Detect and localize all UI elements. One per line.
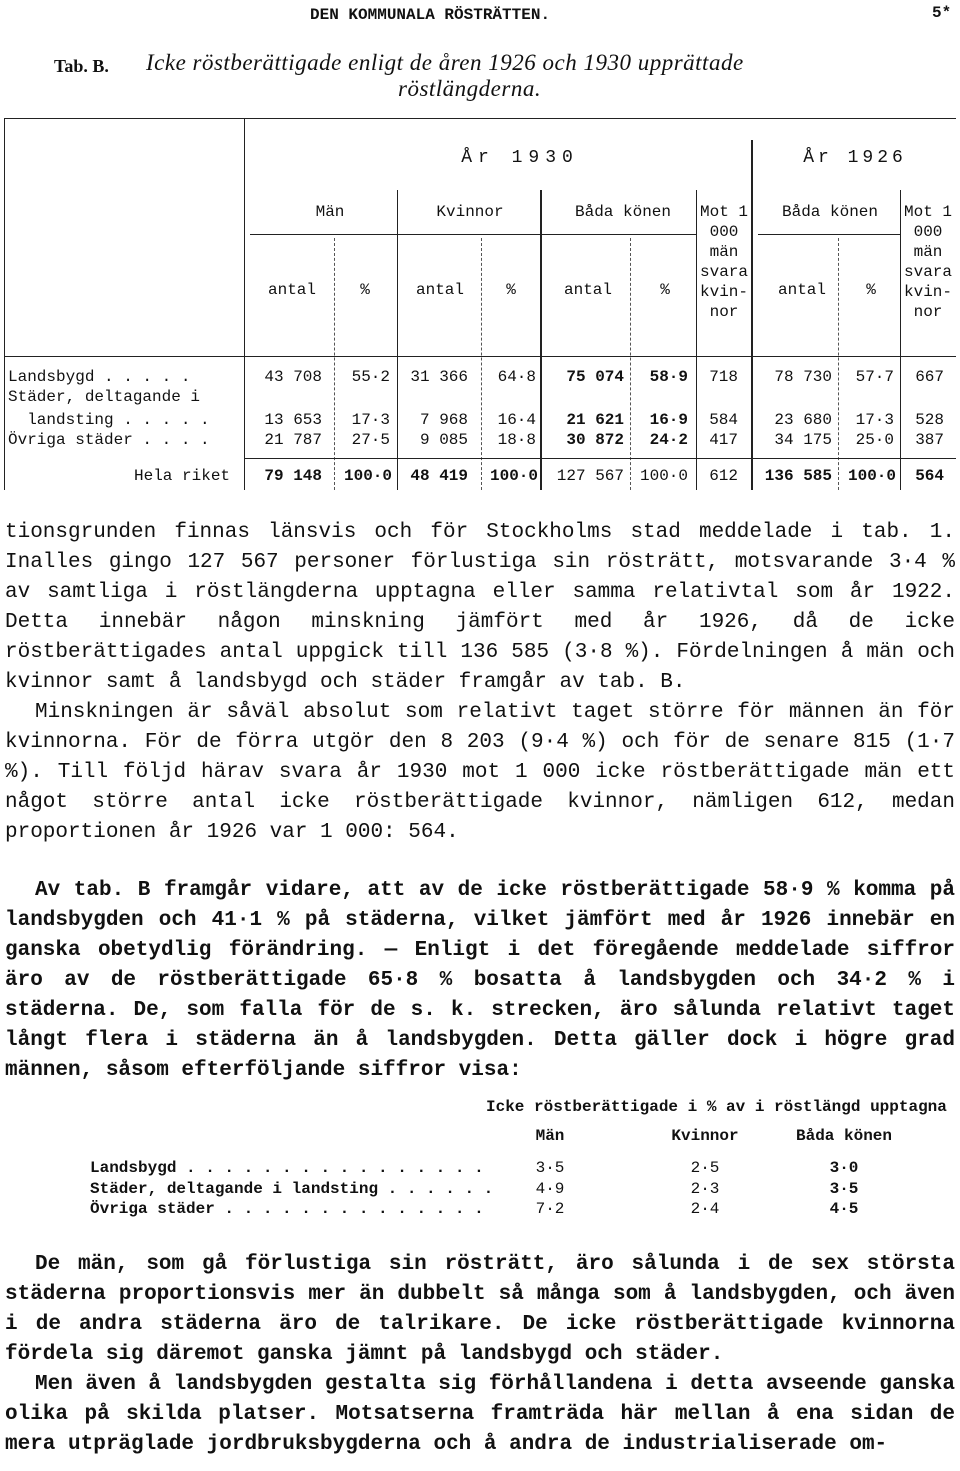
sep-antal-pct-man [334, 238, 335, 490]
small-table-value: 3·5 [535, 1159, 565, 1177]
table-cell: 18·8 [497, 431, 536, 449]
sub-antal-bada: antal [563, 281, 612, 299]
table-cell: 55·2 [351, 368, 390, 386]
small-table-value: 2·4 [690, 1200, 720, 1218]
table-cell: 17·3 [855, 411, 894, 429]
table-label: Tab. B. [54, 56, 109, 76]
table-cell: 17·3 [351, 411, 390, 429]
table-cell: 100·0 [489, 467, 538, 485]
sub-pct-man: % [360, 281, 370, 299]
paragraph-4: De män, som gå förlustiga sin rösträtt, äro sålunda i de sex största städerna proportionsvis mer än dubbelt så många som å landsbygden, och även i de andra städerna äro de talrikare. De icke röstberättigade kvinnorna fördela sig däremot ganska jämnt på landsbygd och städer. [5, 1253, 955, 1366]
sub-antal-kvinnor: antal [415, 281, 464, 299]
table-cell: 43 708 [264, 368, 322, 386]
sub-pct-kvinnor: % [506, 281, 516, 299]
small-table-col-kvinnor: Kvinnor [671, 1127, 739, 1145]
small-table-value: 4·9 [535, 1180, 565, 1198]
table-cell: 9 085 [419, 431, 468, 449]
table-cell: 718 [709, 368, 738, 386]
paragraph-1: tionsgrunden finnas länsvis och för Stockholms stad meddelade i tab. 1. Inalles gingo 127 567 personer förlustiga sin rösträtt, motsvarande 3·4 % av samtliga i röstlängderna upptagna eller samma relativtal som år 1922. Detta innebär någon minskning jämfört med år 1926, då de icke röstberättigades antal uppgick till 136 585 (3·8 %). Fördelningen å män och kvinnor samt å landsbygd och städer framgår av tab. B. [5, 521, 955, 694]
table-cell: 584 [709, 411, 738, 429]
small-table-row-label: Städer, deltagande i landsting . . . . . . [90, 1180, 494, 1198]
row-label-stader-2: landsting . . . . . [8, 411, 210, 429]
table-cell: 25·0 [855, 431, 894, 449]
year-1926-heading: År 1926 [803, 148, 907, 168]
group-kvinnor: Kvinnor [436, 203, 504, 221]
table-cell: 387 [915, 431, 944, 449]
sep-antal-pct-kvinnor [481, 238, 482, 490]
small-table-col-bada: Båda könen [795, 1127, 892, 1145]
table-cell: 136 585 [764, 467, 832, 485]
table-cell: 127 567 [556, 467, 624, 485]
small-table-value: 3·5 [829, 1180, 859, 1198]
row-label-hela-riket: Hela riket [134, 467, 231, 485]
sub-antal-man: antal [267, 281, 316, 299]
table-cell: 7 968 [419, 411, 468, 429]
table-title-line1: Icke röstberättigade enligt de åren 1926 och 1930 upprättade [146, 50, 744, 75]
row-label-ovriga: Övriga städer . . . . [8, 431, 210, 449]
table-cell: 13 653 [264, 411, 322, 429]
running-head: DEN KOMMUNALA RÖSTRÄTTEN. [310, 6, 551, 24]
year-1930-heading: År 1930 [461, 148, 579, 168]
small-table-row-label: Övriga städer . . . . . . . . . . . . . . [90, 1200, 484, 1218]
sep-antal-pct-1926 [838, 238, 839, 490]
body-text-1 [5, 518, 955, 848]
table-cell: 34 175 [774, 431, 832, 449]
row-label-landsbygd: Landsbygd . . . . . [8, 368, 191, 386]
small-table-value: 2·5 [690, 1159, 720, 1177]
group-mot-1926: Mot 1 000 män svara kvin- nor [903, 203, 952, 321]
table-cell: 79 148 [264, 467, 322, 485]
sub-pct-bada: % [660, 281, 670, 299]
group-bada-konen-1926: Båda könen [781, 203, 878, 221]
table-cell: 100·0 [847, 467, 896, 485]
table-cell: 58·9 [649, 368, 688, 386]
table-cell: 612 [709, 467, 738, 485]
table-cell: 100·0 [639, 467, 688, 485]
table-cell: 21 621 [566, 411, 624, 429]
table-cell: 78 730 [774, 368, 832, 386]
table-cell: 417 [709, 431, 738, 449]
paragraph-3: Av tab. B framgår vidare, att av de icke röstberättigade 58·9 % komma på landsbygden och 41·1 % på städerna, vilket jämfört med år 1926 innebär en ganska obetydlig förändring. — Enligt i det föregående meddelade siffror äro av de röstberättigade 65·8 % bosatta å landsbygden och 34·2 % i städerna. De, som falla för de s. k. strecken, äro sålunda relativt taget långt flera i städerna än å landsbygden. Detta gäller dock i högre grad männen, såsom efterföljande siffror visa: [5, 879, 955, 1082]
group-mot-1930: Mot 1 000 män svara kvin- nor [699, 203, 748, 321]
paragraph-2: Minskningen är såväl absolut som relativt taget större för männen än för kvinnorna. För de förra utgör den 8 203 (9·4 %) och för de senare 815 (1·7 %). Till följd härav svara år 1930 mot 1 000 icke röstberättigade män ett något större antal icke röstberättigade kvinnor, nämligen 612, medan proportionen år 1926 var 1 000: 564. [5, 701, 955, 844]
page-number: 5* [932, 4, 952, 22]
total-top-rule [244, 458, 956, 459]
table-title-line2: röstlängderna. [398, 76, 542, 101]
small-table-value: 2·3 [690, 1180, 720, 1198]
table-left-border [4, 118, 5, 490]
table-cell: 16·4 [497, 411, 536, 429]
table-cell: 16·9 [649, 411, 688, 429]
table-cell: 31 366 [410, 368, 468, 386]
sep-antal-pct-bada [630, 238, 631, 490]
small-table-value: 4·5 [829, 1200, 859, 1218]
subhead-rule-1930 [250, 234, 696, 235]
table-cell: 64·8 [497, 368, 536, 386]
table-cell: 27·5 [351, 431, 390, 449]
table-cell: 21 787 [264, 431, 322, 449]
group-man: Män [315, 203, 345, 221]
table-top-rule [4, 118, 956, 119]
body-text-3 [5, 1250, 955, 1460]
table-cell: 667 [915, 368, 944, 386]
table-cell: 564 [915, 467, 944, 485]
table-cell: 528 [915, 411, 944, 429]
row-label-stader-1: Städer, deltagande i [8, 388, 201, 406]
small-table-header: Icke röstberättigade i % av i röstlängd upptagna [486, 1098, 947, 1116]
small-table-value: 3·0 [829, 1159, 859, 1177]
paragraph-5: Men även å landsbygden gestalta sig förhållandena i detta avseende ganska olika på skilda platser. Motsatserna framträda här mellan å ena sidan de mera utpräglade jordbruksbygderna och å andra de industrialiserade om- [5, 1373, 955, 1456]
sub-pct-1926: % [866, 281, 876, 299]
table-cell: 57·7 [855, 368, 894, 386]
table-cell: 23 680 [774, 411, 832, 429]
table-cell: 24·2 [649, 431, 688, 449]
group-bada-konen-1930: Båda könen [574, 203, 671, 221]
table-cell: 30 872 [566, 431, 624, 449]
sub-antal-1926: antal [777, 281, 826, 299]
table-cell: 48 419 [410, 467, 468, 485]
subhead-rule-1926 [758, 234, 900, 235]
body-text-2 [5, 876, 955, 1086]
header-bottom-rule [4, 356, 956, 357]
small-table-col-man: Män [535, 1127, 565, 1145]
small-table-value: 7·2 [535, 1200, 565, 1218]
small-table-row-label: Landsbygd . . . . . . . . . . . . . . . . [90, 1159, 484, 1177]
table-cell: 75 074 [566, 368, 624, 386]
table-cell: 100·0 [343, 467, 392, 485]
